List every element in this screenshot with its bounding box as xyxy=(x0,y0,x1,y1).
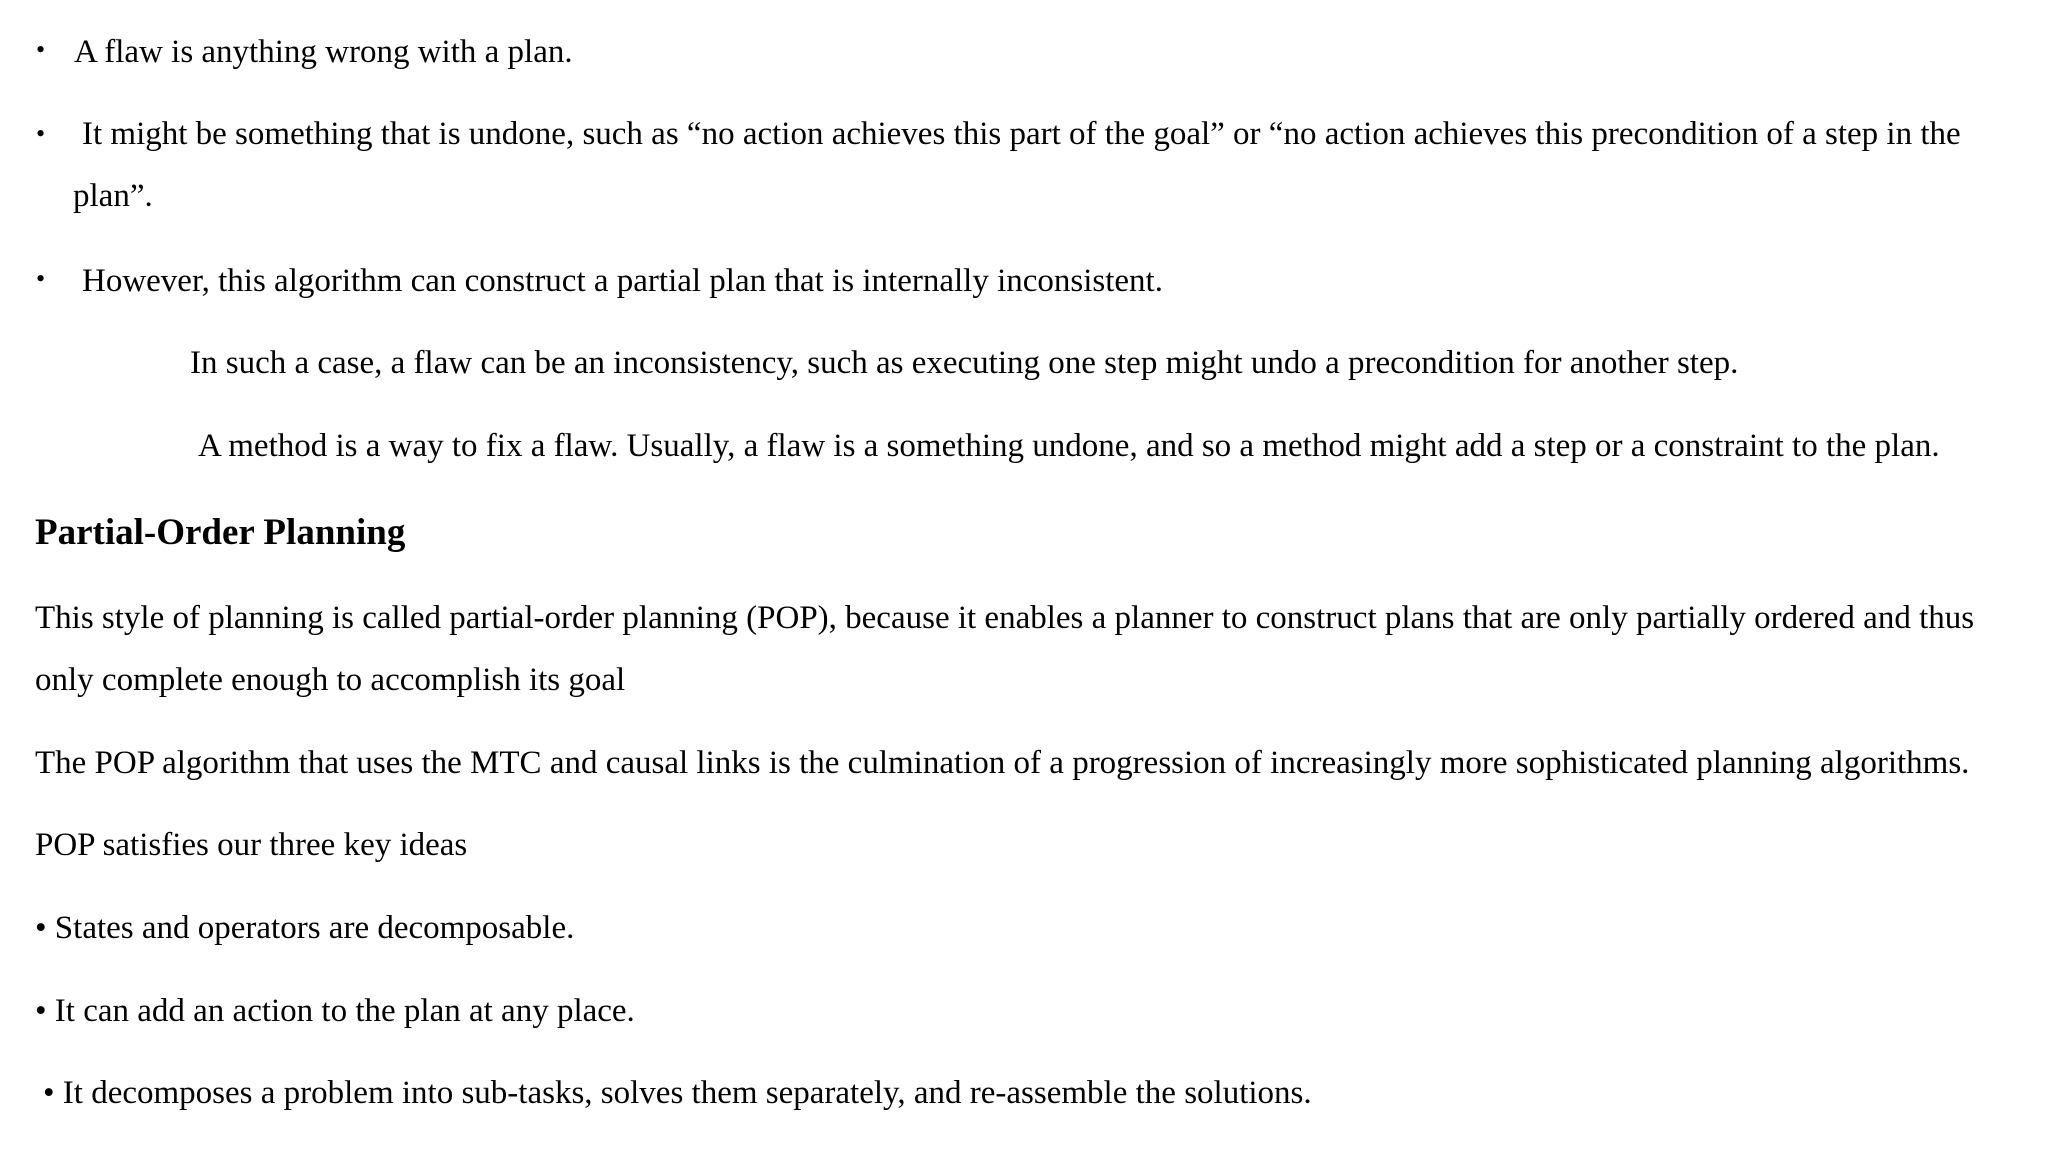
key-idea-item: • States and operators are decomposable. xyxy=(35,910,575,946)
bullet-marker: • xyxy=(36,35,46,64)
section-heading: Partial-Order Planning xyxy=(35,512,406,553)
pop-algorithm-text: The POP algorithm that uses the MTC and causal links is the culmination of a progression of increasingly more sophisticated planning algorithms. xyxy=(35,745,1970,781)
bullet-text-flaw-definition: A flaw is anything wrong with a plan. xyxy=(74,34,573,70)
bullet-text-undone-line1: It might be something that is undone, such as “no action achieves this part of the goal” or “no action achieves this precondition of a step in the xyxy=(82,116,1961,152)
bullet-text-undone-line2: plan”. xyxy=(73,178,153,214)
bullet-text-inconsistent: However, this algorithm can construct a partial plan that is internally inconsistent. xyxy=(82,263,1163,299)
bullet-marker: • xyxy=(36,264,46,293)
indented-method-text: A method is a way to fix a flaw. Usually, a flaw is a something undone, and so a method might add a step or a constraint to the plan. xyxy=(198,428,1940,464)
indented-inconsistency-text: In such a case, a flaw can be an inconsistency, such as executing one step might undo a precondition for another step. xyxy=(190,345,1739,381)
pop-definition-line2: only complete enough to accomplish its goal xyxy=(35,662,626,698)
key-idea-item: • It can add an action to the plan at any place. xyxy=(35,993,635,1029)
pop-definition-line1: This style of planning is called partial-order planning (POP), because it enables a planner to construct plans that are only partially ordered and thus xyxy=(35,600,1975,636)
key-idea-item: • It decomposes a problem into sub-tasks, solves them separately, and re-assemble the solutions. xyxy=(43,1075,1312,1111)
bullet-marker: • xyxy=(36,119,46,148)
pop-key-ideas-intro: POP satisfies our three key ideas xyxy=(35,827,468,863)
